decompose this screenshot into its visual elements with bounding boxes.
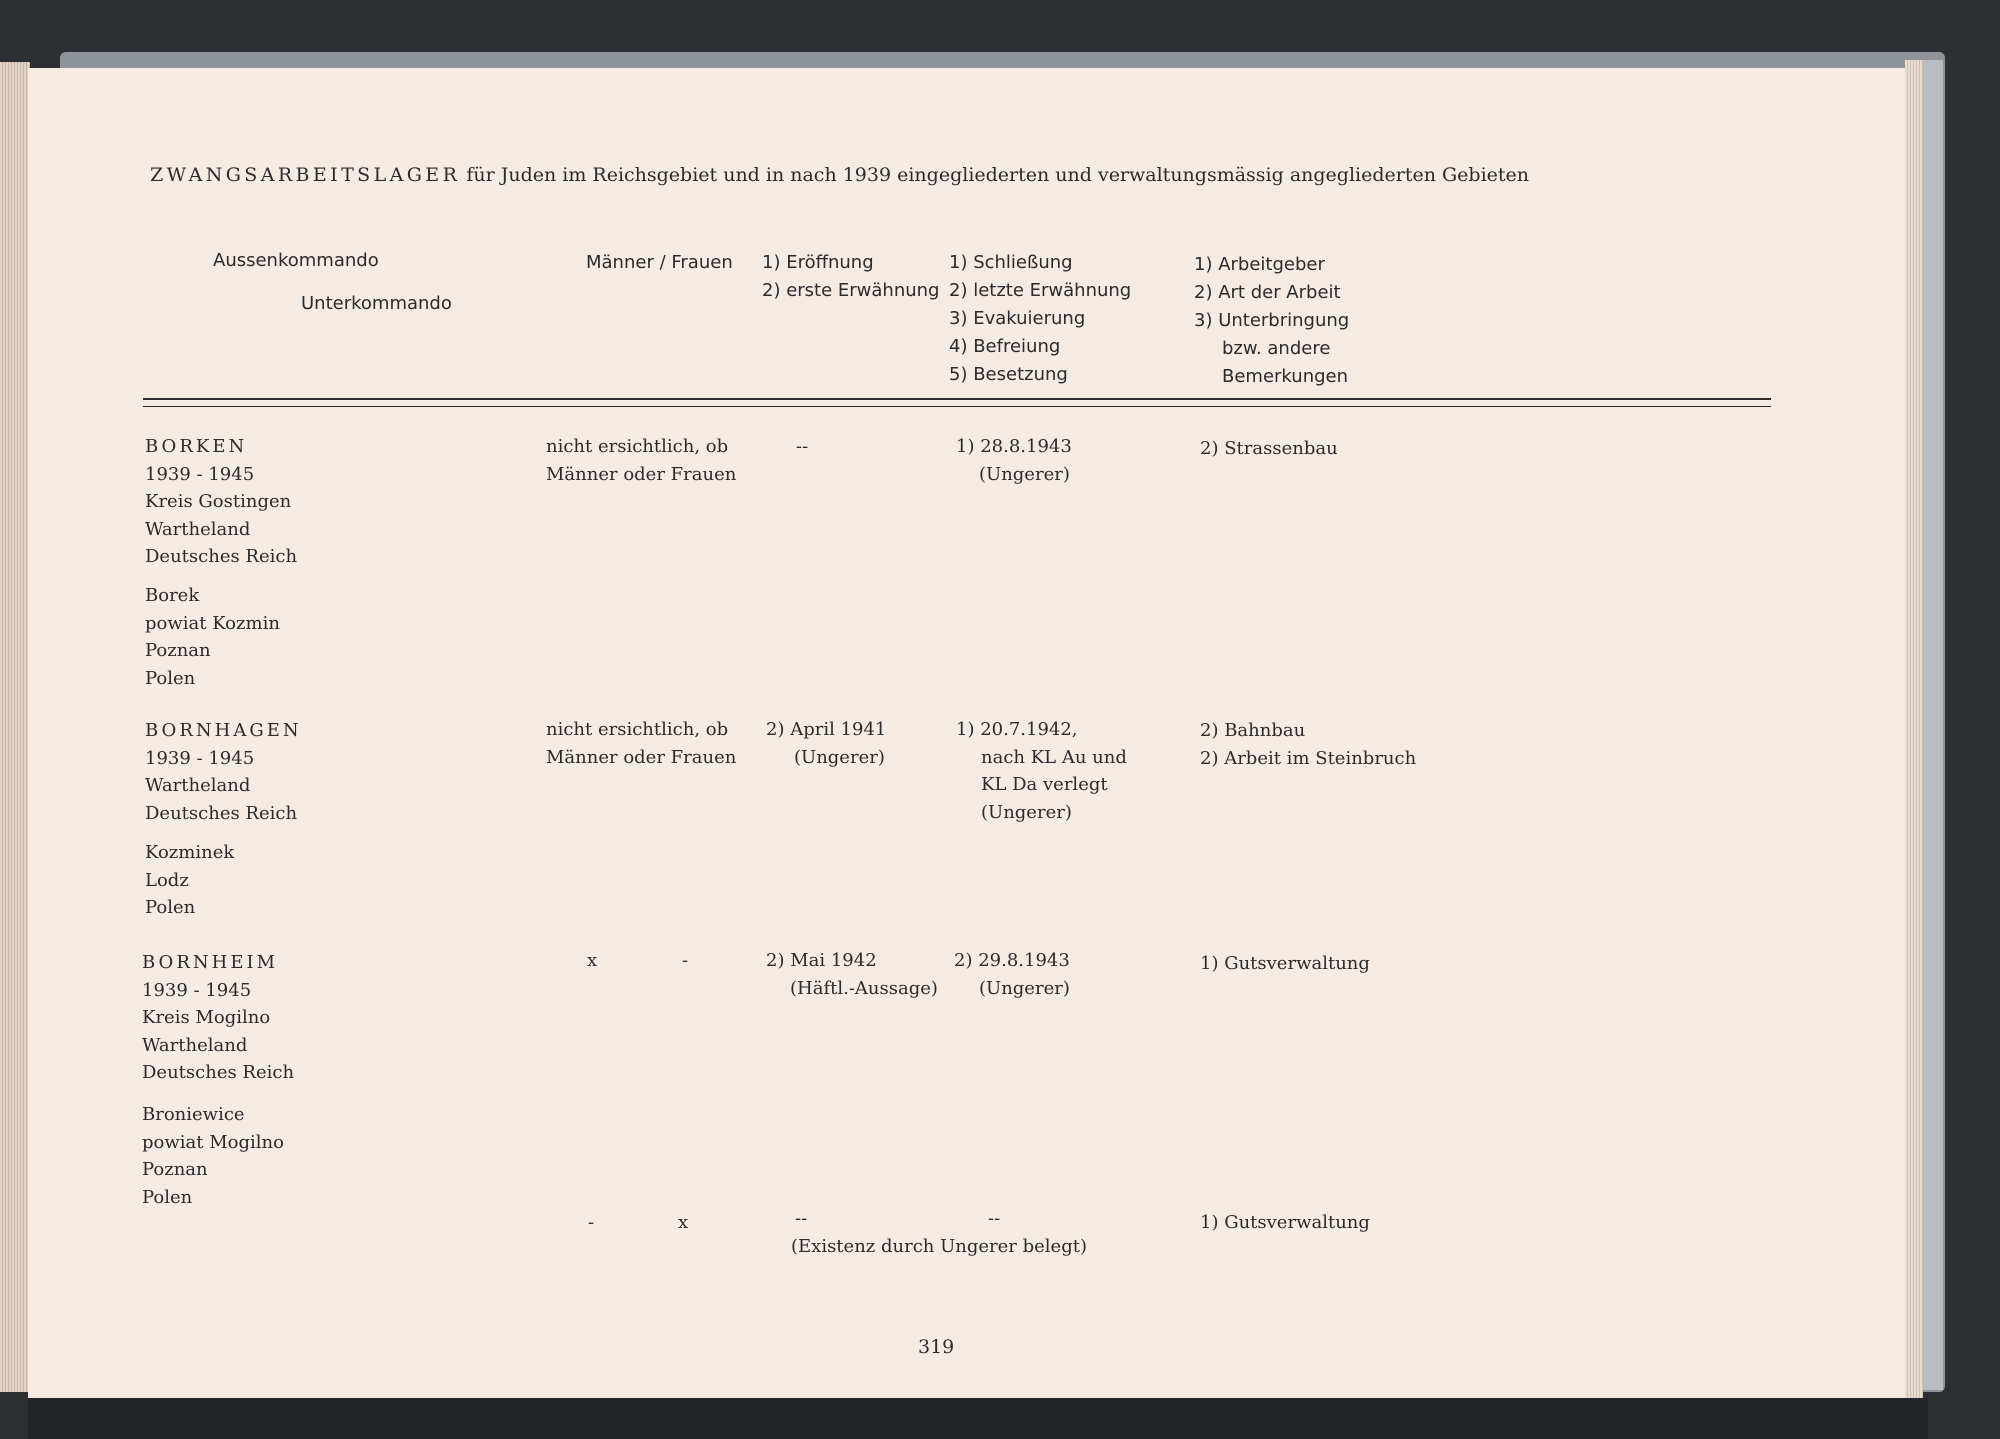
sub-location-line: Lodz	[145, 869, 189, 891]
entry-bornhagen-sublocation	[145, 839, 234, 922]
entry-extra-note: (Existenz durch Ungerer belegt)	[791, 1236, 1087, 1257]
sub-location-line: Borek	[145, 585, 200, 606]
right-page-edges	[1905, 60, 1923, 1400]
entry-borken-work: 2) Strassenbau	[1200, 438, 1338, 459]
header-col5-line: 1) Arbeitgeber	[1194, 254, 1325, 275]
header-rule-thin	[143, 406, 1771, 407]
header-col4-line: 2) letzte Erwähnung	[949, 280, 1132, 301]
header-col4-line: 1) Schließung	[949, 252, 1073, 273]
header-col5-line: bzw. andere	[1222, 338, 1331, 359]
camp-name: BORNHAGEN	[145, 720, 302, 741]
title-spaced: ZWANGSARBEITSLAGER	[150, 164, 461, 186]
sub-location-line: Poznan	[142, 1159, 208, 1180]
entry-borken-location	[145, 433, 297, 571]
entry-borken-opening: --	[796, 436, 809, 457]
camp-name: BORNHEIM	[142, 952, 278, 973]
location-line: Kreis Mogilno	[142, 1007, 271, 1028]
page-number: 319	[918, 1336, 955, 1358]
work-line: 2) Arbeit im Steinbruch	[1200, 747, 1417, 769]
entry-bornhagen-opening	[766, 716, 886, 771]
location-line: 1939 - 1945	[145, 463, 255, 485]
entry-extra-men: -	[588, 1212, 595, 1233]
header-unterkommando: Unterkommando	[301, 293, 452, 314]
closing-line: (Ungerer)	[979, 463, 1070, 485]
closing-line: (Ungerer)	[979, 977, 1070, 999]
entry-extra-closing: --	[988, 1208, 1001, 1229]
sub-location-line: powiat Kozmin	[145, 612, 280, 634]
location-line: Deutsches Reich	[145, 802, 298, 824]
opening-line: 2) April 1941	[766, 719, 887, 740]
location-line: Wartheland	[145, 518, 251, 540]
sub-location-line: Polen	[145, 667, 196, 689]
header-col5-line: 3) Unterbringung	[1194, 310, 1350, 331]
sub-location-line: Polen	[142, 1186, 193, 1208]
location-line: Kreis Gostingen	[145, 491, 292, 512]
left-page-edges	[0, 62, 30, 1392]
closing-line: 1) 20.7.1942,	[956, 719, 1078, 740]
work-line: 2) Bahnbau	[1200, 720, 1306, 741]
sub-location-line: Kozminek	[145, 842, 235, 863]
sub-location-line: powiat Mogilno	[142, 1131, 284, 1153]
header-col-schliessung	[949, 249, 1131, 389]
location-line: Deutsches Reich	[145, 546, 298, 567]
location-line: 1939 - 1945	[145, 747, 255, 769]
entry-bornheim-women: -	[682, 950, 689, 971]
header-col4-line: 5) Besetzung	[949, 364, 1068, 385]
header-col3-line: 2) erste Erwähnung	[762, 280, 940, 301]
page-title	[150, 164, 1570, 194]
location-line: Wartheland	[142, 1034, 248, 1056]
entry-borken-sublocation	[145, 582, 280, 692]
location-line: Wartheland	[145, 775, 251, 796]
entry-borken-closing	[956, 433, 1072, 488]
gender-line: Männer oder Frauen	[546, 746, 737, 768]
header-col4-line: 4) Befreiung	[949, 336, 1061, 357]
entry-bornheim-men: x	[587, 950, 598, 971]
sub-location-line: Polen	[145, 897, 196, 918]
entry-bornheim-work: 1) Gutsverwaltung	[1200, 953, 1370, 974]
entry-bornheim-location	[142, 949, 294, 1087]
entry-bornheim-closing	[954, 947, 1070, 1002]
header-col-arbeitgeber	[1194, 251, 1349, 391]
sub-location-line: Broniewice	[142, 1104, 245, 1125]
entry-extra-women: x	[678, 1212, 689, 1233]
entry-extra-work: 1) Gutsverwaltung	[1200, 1212, 1370, 1233]
entry-bornhagen-location	[145, 717, 302, 827]
gender-line: nicht ersichtlich, ob	[546, 719, 729, 740]
gender-line: nicht ersichtlich, ob	[546, 436, 729, 457]
header-col4-line: 3) Evakuierung	[949, 308, 1086, 329]
entry-extra-opening: --	[795, 1208, 808, 1229]
closing-line: KL Da verlegt	[981, 774, 1108, 795]
title-rest: für Juden im Reichsgebiet und in nach 1939 eingegliederten und verwaltungsmässig angegliederten Gebieten	[466, 164, 1530, 186]
entry-bornheim-opening	[766, 947, 938, 1002]
closing-line: 1) 28.8.1943	[956, 436, 1072, 457]
closing-line: (Ungerer)	[981, 801, 1072, 823]
opening-line: 2) Mai 1942	[766, 950, 877, 971]
header-maenner-frauen: Männer / Frauen	[586, 252, 733, 273]
location-line: Deutsches Reich	[142, 1062, 295, 1083]
gender-line: Männer oder Frauen	[546, 463, 737, 485]
bottom-shadow	[28, 1398, 1928, 1439]
entry-bornhagen-gender	[546, 716, 736, 771]
entry-bornhagen-work	[1200, 717, 1416, 772]
header-col5-line: 2) Art der Arbeit	[1194, 282, 1341, 303]
header-rule	[143, 398, 1771, 400]
opening-line: (Häftl.-Aussage)	[790, 977, 938, 999]
closing-line: 2) 29.8.1943	[954, 950, 1070, 971]
header-col5-line: Bemerkungen	[1222, 366, 1349, 387]
header-col-eroeffnung	[762, 249, 940, 305]
closing-line: nach KL Au und	[981, 746, 1127, 768]
header-col3-line: 1) Eröffnung	[762, 252, 874, 273]
location-line: 1939 - 1945	[142, 979, 252, 1001]
header-aussenkommando: Aussenkommando	[213, 250, 379, 271]
entry-bornhagen-closing	[956, 716, 1127, 826]
sub-location-line: Poznan	[145, 640, 211, 661]
camp-name: BORKEN	[145, 436, 248, 457]
opening-line: (Ungerer)	[794, 746, 885, 768]
entry-bornheim-sublocation	[142, 1101, 284, 1211]
entry-borken-gender	[546, 433, 736, 488]
